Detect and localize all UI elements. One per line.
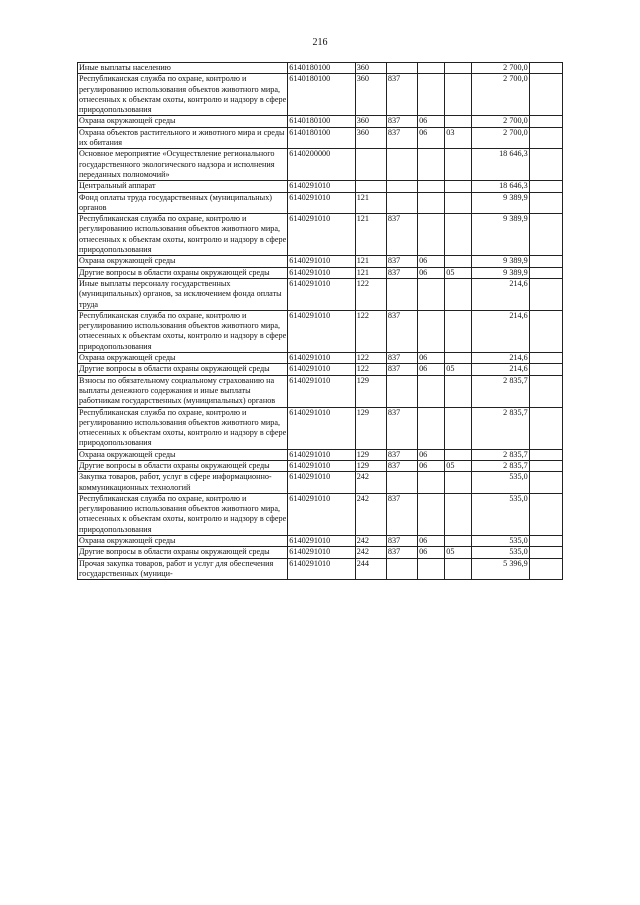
- row-empty-cell: [529, 63, 562, 74]
- table-row: [78, 449, 563, 460]
- row-grbs-cell: 837: [386, 353, 417, 364]
- row-empty-cell: [529, 460, 562, 471]
- table-row: [78, 214, 563, 256]
- row-name-cell: Закупка товаров, работ, услуг в сфере информационно-коммуникационных технологий: [78, 472, 288, 494]
- row-rz-cell: [418, 181, 445, 192]
- row-sum-cell: 18 646,3: [472, 181, 529, 192]
- row-vr-cell: 122: [355, 278, 386, 310]
- row-rz-cell: 06: [418, 460, 445, 471]
- table-row: [78, 310, 563, 352]
- row-sum-cell: 535,0: [472, 536, 529, 547]
- row-rz-cell: [418, 192, 445, 214]
- row-pr-cell: [445, 149, 472, 181]
- row-empty-cell: [529, 493, 562, 535]
- row-pr-cell: [445, 278, 472, 310]
- row-vr-cell: 360: [355, 63, 386, 74]
- row-code-cell: 6140180100: [288, 116, 355, 127]
- row-sum-cell: 9 389,9: [472, 267, 529, 278]
- table-row: [78, 181, 563, 192]
- row-vr-cell: 360: [355, 74, 386, 116]
- row-grbs-cell: [386, 149, 417, 181]
- row-rz-cell: 06: [418, 536, 445, 547]
- row-pr-cell: [445, 558, 472, 580]
- row-name-cell: Другие вопросы в области охраны окружающей среды: [78, 364, 288, 375]
- row-name-cell: Прочая закупка товаров, работ и услуг для обеспечения государственных (муници-: [78, 558, 288, 580]
- row-pr-cell: [445, 192, 472, 214]
- row-name-cell: Основное мероприятие «Осуществление регионального государственного экологического надзора и исполнения переданных полномочий»: [78, 149, 288, 181]
- row-vr-cell: 129: [355, 449, 386, 460]
- table-row: [78, 127, 563, 149]
- row-rz-cell: 06: [418, 449, 445, 460]
- row-code-cell: 6140291010: [288, 407, 355, 449]
- row-sum-cell: 18 646,3: [472, 149, 529, 181]
- row-rz-cell: [418, 310, 445, 352]
- row-vr-cell: 242: [355, 547, 386, 558]
- table-row: [78, 267, 563, 278]
- row-vr-cell: 129: [355, 460, 386, 471]
- row-rz-cell: [418, 558, 445, 580]
- table-row: [78, 192, 563, 214]
- row-pr-cell: [445, 472, 472, 494]
- row-grbs-cell: [386, 278, 417, 310]
- row-code-cell: 6140291010: [288, 449, 355, 460]
- row-grbs-cell: 837: [386, 407, 417, 449]
- row-empty-cell: [529, 472, 562, 494]
- row-code-cell: 6140180100: [288, 63, 355, 74]
- row-code-cell: 6140291010: [288, 278, 355, 310]
- row-vr-cell: 121: [355, 192, 386, 214]
- row-vr-cell: [355, 181, 386, 192]
- row-pr-cell: [445, 407, 472, 449]
- row-grbs-cell: 837: [386, 493, 417, 535]
- row-rz-cell: [418, 214, 445, 256]
- table-row: [78, 149, 563, 181]
- row-code-cell: 6140291010: [288, 353, 355, 364]
- row-empty-cell: [529, 364, 562, 375]
- row-sum-cell: 535,0: [472, 472, 529, 494]
- row-name-cell: Охрана окружающей среды: [78, 256, 288, 267]
- row-name-cell: Другие вопросы в области охраны окружающей среды: [78, 267, 288, 278]
- table-row: [78, 493, 563, 535]
- row-grbs-cell: 837: [386, 460, 417, 471]
- row-sum-cell: 2 700,0: [472, 127, 529, 149]
- row-pr-cell: [445, 353, 472, 364]
- row-code-cell: 6140291010: [288, 558, 355, 580]
- table-row: [78, 460, 563, 471]
- row-pr-cell: [445, 116, 472, 127]
- row-empty-cell: [529, 353, 562, 364]
- row-vr-cell: 360: [355, 116, 386, 127]
- row-empty-cell: [529, 116, 562, 127]
- row-sum-cell: 214,6: [472, 353, 529, 364]
- row-sum-cell: 2 835,7: [472, 375, 529, 407]
- row-empty-cell: [529, 278, 562, 310]
- row-sum-cell: 2 835,7: [472, 407, 529, 449]
- table-row: [78, 407, 563, 449]
- row-grbs-cell: [386, 558, 417, 580]
- row-empty-cell: [529, 149, 562, 181]
- row-vr-cell: 129: [355, 407, 386, 449]
- row-pr-cell: [445, 375, 472, 407]
- row-code-cell: 6140291010: [288, 256, 355, 267]
- row-vr-cell: 122: [355, 364, 386, 375]
- row-grbs-cell: 837: [386, 74, 417, 116]
- table-row: [78, 256, 563, 267]
- row-sum-cell: 2 700,0: [472, 74, 529, 116]
- row-rz-cell: [418, 407, 445, 449]
- row-name-cell: Республиканская служба по охране, контролю и регулированию использования объектов животного мира, отнесенных к объектам охоты, контролю и надзору в сфере природопользования: [79, 74, 287, 115]
- row-pr-cell: [445, 256, 472, 267]
- row-rz-cell: 06: [418, 116, 445, 127]
- row-name-cell: Охрана окружающей среды: [78, 353, 288, 364]
- row-pr-cell: [445, 310, 472, 352]
- row-pr-cell: [445, 449, 472, 460]
- row-code-cell: 6140291010: [288, 364, 355, 375]
- row-empty-cell: [529, 74, 562, 116]
- row-empty-cell: [529, 407, 562, 449]
- row-vr-cell: 121: [355, 267, 386, 278]
- row-sum-cell: 214,6: [472, 278, 529, 310]
- table-row: [78, 63, 563, 74]
- row-grbs-cell: 837: [386, 214, 417, 256]
- row-grbs-cell: 837: [386, 547, 417, 558]
- row-vr-cell: [355, 149, 386, 181]
- row-name-cell: Республиканская служба по охране, контролю и регулированию использования объектов животного мира, отнесенных к объектам охоты, контролю и надзору в сфере природопользования: [79, 214, 287, 255]
- page-number: 216: [312, 37, 328, 48]
- row-grbs-cell: 837: [386, 536, 417, 547]
- row-grbs-cell: [386, 472, 417, 494]
- row-code-cell: 6140291010: [288, 267, 355, 278]
- table-row: [78, 375, 563, 407]
- row-vr-cell: 242: [355, 493, 386, 535]
- row-sum-cell: 2 835,7: [472, 460, 529, 471]
- row-empty-cell: [529, 267, 562, 278]
- row-grbs-cell: [386, 181, 417, 192]
- row-rz-cell: [418, 149, 445, 181]
- row-vr-cell: 242: [355, 472, 386, 494]
- row-name-cell: Охрана окружающей среды: [78, 449, 288, 460]
- row-empty-cell: [529, 449, 562, 460]
- row-pr-cell: 05: [445, 267, 472, 278]
- row-code-cell: 6140291010: [288, 375, 355, 407]
- row-rz-cell: 06: [418, 256, 445, 267]
- row-pr-cell: 05: [445, 364, 472, 375]
- row-name-cell: Центральный аппарат: [78, 181, 288, 192]
- row-empty-cell: [529, 536, 562, 547]
- row-pr-cell: [445, 214, 472, 256]
- row-rz-cell: [418, 375, 445, 407]
- row-pr-cell: [445, 493, 472, 535]
- table-row: [78, 558, 563, 580]
- row-vr-cell: 360: [355, 127, 386, 149]
- row-name-cell: Охрана объектов растительного и животного мира и среды их обитания: [78, 127, 288, 149]
- row-code-cell: 6140291010: [288, 214, 355, 256]
- row-grbs-cell: 837: [386, 127, 417, 149]
- row-name-cell: Иные выплаты населению: [78, 63, 288, 74]
- row-sum-cell: 535,0: [472, 493, 529, 535]
- row-code-cell: 6140291010: [288, 472, 355, 494]
- table-row: [78, 472, 563, 494]
- row-code-cell: 6140291010: [288, 460, 355, 471]
- row-pr-cell: [445, 181, 472, 192]
- row-rz-cell: 06: [418, 267, 445, 278]
- row-grbs-cell: 837: [386, 449, 417, 460]
- row-grbs-cell: 837: [386, 116, 417, 127]
- row-code-cell: 6140291010: [288, 192, 355, 214]
- row-rz-cell: [418, 63, 445, 74]
- table-row: [78, 74, 563, 116]
- row-code-cell: 6140180100: [288, 127, 355, 149]
- row-empty-cell: [529, 375, 562, 407]
- row-code-cell: 6140200000: [288, 149, 355, 181]
- table-row: [78, 364, 563, 375]
- row-sum-cell: 9 389,9: [472, 214, 529, 256]
- row-empty-cell: [529, 127, 562, 149]
- row-sum-cell: 5 396,9: [472, 558, 529, 580]
- row-grbs-cell: 837: [386, 256, 417, 267]
- row-name-cell: Фонд оплаты труда государственных (муниципальных) органов: [78, 192, 288, 214]
- row-code-cell: 6140291010: [288, 536, 355, 547]
- row-sum-cell: 214,6: [472, 364, 529, 375]
- row-name-cell: Республиканская служба по охране, контролю и регулированию использования объектов животного мира, отнесенных к объектам охоты, контролю и надзору в сфере природопользования: [79, 310, 287, 351]
- row-sum-cell: 9 389,9: [472, 192, 529, 214]
- table-row: [78, 547, 563, 558]
- row-empty-cell: [529, 214, 562, 256]
- row-rz-cell: 06: [418, 353, 445, 364]
- row-empty-cell: [529, 310, 562, 352]
- row-rz-cell: [418, 74, 445, 116]
- row-sum-cell: 535,0: [472, 547, 529, 558]
- row-name-cell: Республиканская служба по охране, контролю и регулированию использования объектов животного мира, отнесенных к объектам охоты, контролю и надзору в сфере природопользования: [79, 407, 287, 448]
- row-grbs-cell: 837: [386, 310, 417, 352]
- row-sum-cell: 2 700,0: [472, 63, 529, 74]
- budget-table: [77, 62, 563, 580]
- row-rz-cell: [418, 278, 445, 310]
- row-grbs-cell: [386, 63, 417, 74]
- row-sum-cell: 214,6: [472, 310, 529, 352]
- row-vr-cell: 121: [355, 256, 386, 267]
- row-name-cell: Охрана окружающей среды: [78, 536, 288, 547]
- row-pr-cell: [445, 536, 472, 547]
- row-empty-cell: [529, 181, 562, 192]
- row-vr-cell: 122: [355, 310, 386, 352]
- row-sum-cell: 2 700,0: [472, 116, 529, 127]
- row-rz-cell: 06: [418, 547, 445, 558]
- row-name-cell: Республиканская служба по охране, контролю и регулированию использования объектов животного мира, отнесенных к объектам охоты, контролю и надзору в сфере природопользования: [79, 493, 287, 534]
- row-pr-cell: [445, 74, 472, 116]
- row-code-cell: 6140291010: [288, 310, 355, 352]
- row-name-cell: Другие вопросы в области охраны окружающей среды: [78, 460, 288, 471]
- row-name-cell: Другие вопросы в области охраны окружающей среды: [78, 547, 288, 558]
- row-grbs-cell: [386, 192, 417, 214]
- row-vr-cell: 122: [355, 353, 386, 364]
- row-rz-cell: [418, 493, 445, 535]
- row-vr-cell: 242: [355, 536, 386, 547]
- row-vr-cell: 129: [355, 375, 386, 407]
- row-vr-cell: 121: [355, 214, 386, 256]
- table-row: [78, 353, 563, 364]
- row-empty-cell: [529, 547, 562, 558]
- row-code-cell: 6140291010: [288, 493, 355, 535]
- row-code-cell: 6140291010: [288, 181, 355, 192]
- row-rz-cell: 06: [418, 364, 445, 375]
- row-pr-cell: [445, 63, 472, 74]
- row-pr-cell: 05: [445, 460, 472, 471]
- row-empty-cell: [529, 256, 562, 267]
- row-vr-cell: 244: [355, 558, 386, 580]
- row-grbs-cell: 837: [386, 364, 417, 375]
- row-pr-cell: 05: [445, 547, 472, 558]
- row-rz-cell: [418, 472, 445, 494]
- row-rz-cell: 06: [418, 127, 445, 149]
- row-name-cell: Охрана окружающей среды: [78, 116, 288, 127]
- row-grbs-cell: 837: [386, 267, 417, 278]
- row-empty-cell: [529, 558, 562, 580]
- row-sum-cell: 2 835,7: [472, 449, 529, 460]
- row-name-cell: Взносы по обязательному социальному страхованию на выплаты денежного содержания и иные выплаты работникам государственных (муниципальных) органов: [78, 375, 288, 407]
- row-grbs-cell: [386, 375, 417, 407]
- row-code-cell: 6140291010: [288, 547, 355, 558]
- row-sum-cell: 9 389,9: [472, 256, 529, 267]
- row-empty-cell: [529, 192, 562, 214]
- table-row: [78, 116, 563, 127]
- row-code-cell: 6140180100: [288, 74, 355, 116]
- row-pr-cell: 03: [445, 127, 472, 149]
- table-row: [78, 278, 563, 310]
- table-row: [78, 536, 563, 547]
- row-name-cell: Иные выплаты персоналу государственных (муниципальных) органов, за исключением фонда оплаты труда: [78, 278, 288, 310]
